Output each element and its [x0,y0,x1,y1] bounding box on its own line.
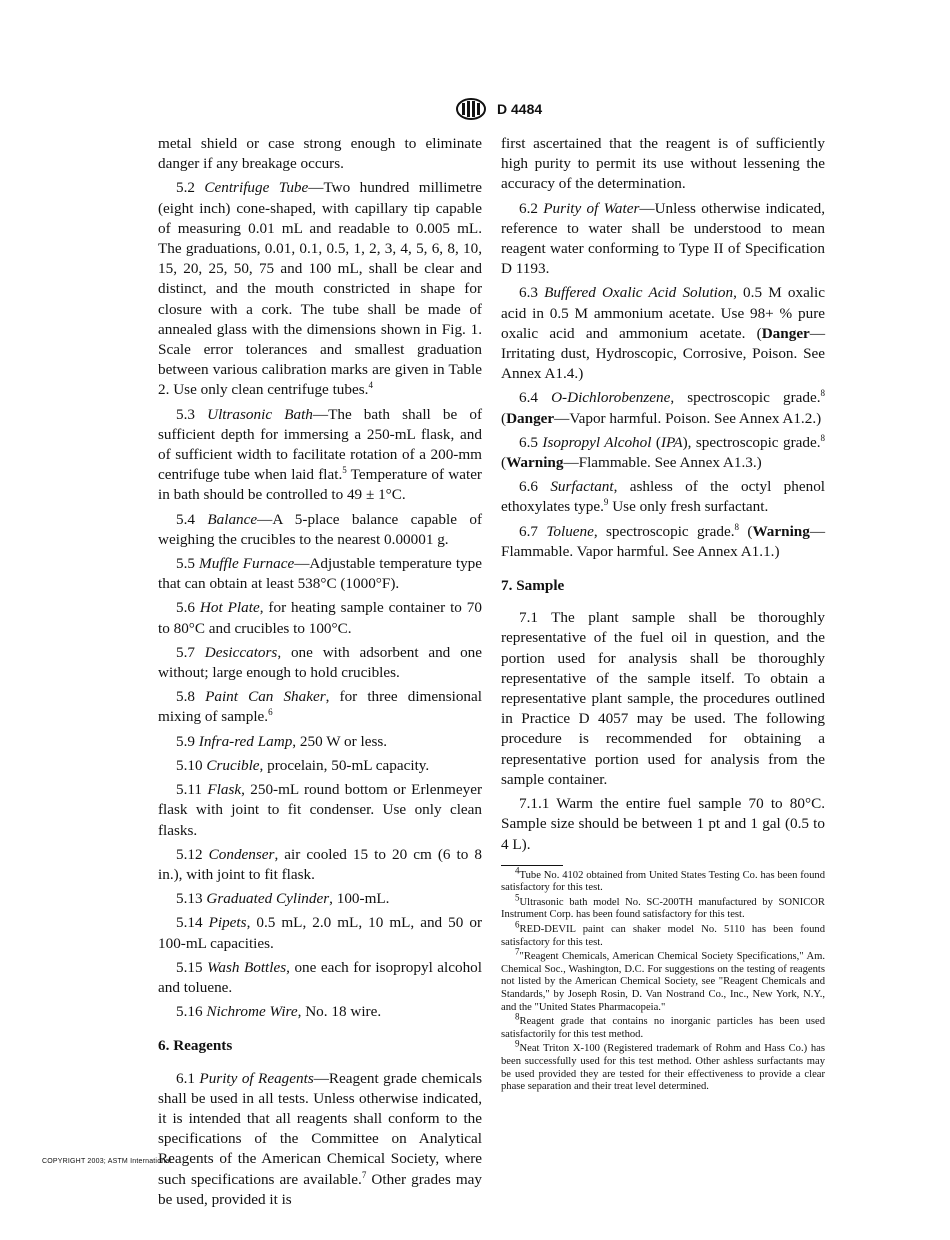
footnote-4: $^4$Tube No. 4102 obtained from United States Testing Co. has been found satisfactory for this test. [501,865,825,894]
paragraph-5-2: 5.2 Centrifuge Tube—Two hundred millimetre (eight inch) cone-shaped, with capillary tip capable of measuring 0.01 mL and readable to 0.005 mL. The graduations, 0.01, 0.1, 0.5, 1, 2, 3, 4, 5, 6, 8, 10, 15, 20, 25, 50, 75 and 100 mL, shall be clear and distinct, and the mouth constricted in shape for closure with a cork. The tube shall be made of annealed glass with the dimensions shown in Fig. 1. Scale error tolerances and smallest graduation between various calibration marks are given in Table 2. Use only clean centrifuge tubes.$^4$ [158,179,483,399]
footnotes [501,865,825,1094]
footnote-9: $^9$Neat Triton X-100 (Registered trademark of Rohm and Hass Co.) has been successfully used for this test method. Other ashless surfactants may be used provided they are tested for their effectiveness to provide a clear phase separation and their treat level determined. [501,1038,825,1093]
footnote-ref: 9 [603,497,609,508]
footnote-8: $^8$Reagent grade that contains no inorganic particles has been used satisfactorily for this test method. [501,1011,825,1040]
footnote-7: $^7$"Reagent Chemicals, American Chemical Society Specifications," Am. Chemical Soc., Washington, D.C. For suggestions on the testing of reagents not listed by the American Chemical Society, see "Reagent Chemicals and Standards," by Joseph Rosin, D. Van Nostrand Co., Inc., New York, N.Y., and the "United States Pharmacopeia." [501,946,825,1013]
footnote-divider [501,865,563,866]
paragraph-6-7: 6.7 Toluene, spectroscopic grade.$^8$ (Warning—Flammable. Vapor harmful. See Annex A1.1.) [501,521,826,560]
paragraph-6-5: 6.5 Isopropyl Alcohol (IPA), spectroscopic grade.$^8$ (Warning—Flammable. See Annex A1.3.) [501,432,825,472]
copyright-notice: COPYRIGHT 2003; ASTM International [42,1158,172,1165]
paragraph-6-2: 6.2 Purity of Water—Unless otherwise indicated, reference to water shall be understood to mean reagent water conforming to Type II of Specification D 1193. [501,199,825,278]
paragraph-7-1: 7.1 The plant sample shall be thoroughly representative of the fuel oil in question, and the portion used for analysis shall be thoroughly representative of the sample itself. To obtain a representative plant sample, the procedures outlined in Practice D 4057 may be used. The following procedure is recommended for obtaining a representative portion used for analysis from the sample container. [501,609,825,788]
section-heading-sample: 7. Sample [501,577,565,595]
paragraph-5-14: 5.14 Pipets, 0.5 mL, 2.0 mL, 10 mL, and 50 or 100-mL capacities. [158,914,483,952]
footnote-ref: 7 [361,1169,367,1180]
paragraph-5-9: 5.9 Infra-red Lamp, 250 W or less. [176,732,388,750]
paragraph-5-15: 5.15 Wash Bottles, one each for isopropyl alcohol and toluene. [158,958,482,996]
paragraph-5-7: 5.7 Desiccators, one with adsorbent and one without; large enough to hold crucibles. [158,643,482,682]
footnote-ref: 4 [368,380,373,391]
paragraph-5-4: 5.4 Balance—A 5-place balance capable of weighing the crucibles to the nearest 0.00001 g. [158,510,482,548]
footnote-ref: 8 [820,388,825,399]
astm-logo-icon [455,98,487,120]
page-header [455,98,542,120]
paragraph: metal shield or case strong enough to eliminate danger if any breakage occurs. [158,135,482,173]
paragraph-5-3: 5.3 Ultrasonic Bath—The bath shall be of sufficient depth for immersing a 250-mL flask, and of sufficient width to facilitate rotation of a 200-mm centrifuge tube when laid flat.$^5$ Temperature of water in bath should be controlled to 49 ± 1°C. [158,405,482,504]
paragraph-6-1: 6.1 Purity of Reagents—Reagent grade chemicals shall be used in all tests. Unless otherwise indicated, it is intended that all reagents shall conform to the specifications of the Committee on Analytical Reagents of the American Chemical Society, where such specifications are available.$^7$ Other grades may be used, provided it is [158,1069,482,1208]
section-heading-reagents: 6. Reagents [158,1037,233,1055]
paragraph-5-12: 5.12 Condenser, air cooled 15 to 20 cm (6 to 8 in.), with joint to fit flask. [158,845,483,883]
paragraph-5-16: 5.16 Nichrome Wire, No. 18 wire. [176,1003,382,1021]
paragraph-5-11: 5.11 Flask, 250-mL round bottom or Erlenmeyer flask with joint to fit condenser. Use only clean flasks. [158,781,482,839]
footnote-ref: 5 [342,465,347,476]
footnote-5: $^5$Ultrasonic bath model No. SC-200TH manufactured by SONICOR Instrument Corp. has been found satisfactory for this test. [501,892,825,921]
footnote-ref: 6 [268,707,273,718]
footnote-ref: 8 [734,521,740,532]
paragraph-5-6: 5.6 Hot Plate, for heating sample container to 70 to 80°C and crucibles to 100°C. [158,599,482,637]
paragraph-5-10: 5.10 Crucible, procelain, 50-mL capacity. [176,756,430,774]
footnote-ref: 8 [820,432,825,443]
paragraph-6-6: 6.6 Surfactant, ashless of the octyl phenol ethoxylates type.$^9$ Use only fresh surfactant. [501,478,826,516]
paragraph: first ascertained that the reagent is of sufficiently high purity to permit its use without lessening the accuracy of the determination. [501,135,825,193]
paragraph-6-3: 6.3 Buffered Oxalic Acid Solution, 0.5 M oxalic acid in 0.5 M ammonium acetate. Use 98+ % pure oxalic acid and ammonium acetate. (Danger—Irritating dust, Hydroscopic, Corrosive, Poison. See Annex A1.4.) [501,284,825,383]
paragraph-5-8: 5.8 Paint Can Shaker, for three dimensional mixing of sample.$^6$ [158,688,482,726]
paragraph-6-4: 6.4 O-Dichlorobenzene, spectroscopic grade.$^8$ (Danger—Vapor harmful. Poison. See Annex A1.2.) [501,388,825,427]
paragraph-5-5: 5.5 Muffle Furnace—Adjustable temperature type that can obtain at least 538°C (1000°F). [158,555,482,593]
right-column [501,134,825,1096]
footnote-6: $^6$RED-DEVIL paint can shaker model No. 5110 has been found satisfactory for this test. [501,919,825,948]
document-number: D 4484 [497,101,543,117]
left-column [158,134,482,1214]
paragraph-7-1-1: 7.1.1 Warm the entire fuel sample 70 to 80°C. Sample size should be between 1 pt and 1 gal (0.5 to 4 L). [501,795,825,853]
paragraph-5-13: 5.13 Graduated Cylinder, 100-mL. [176,890,390,908]
